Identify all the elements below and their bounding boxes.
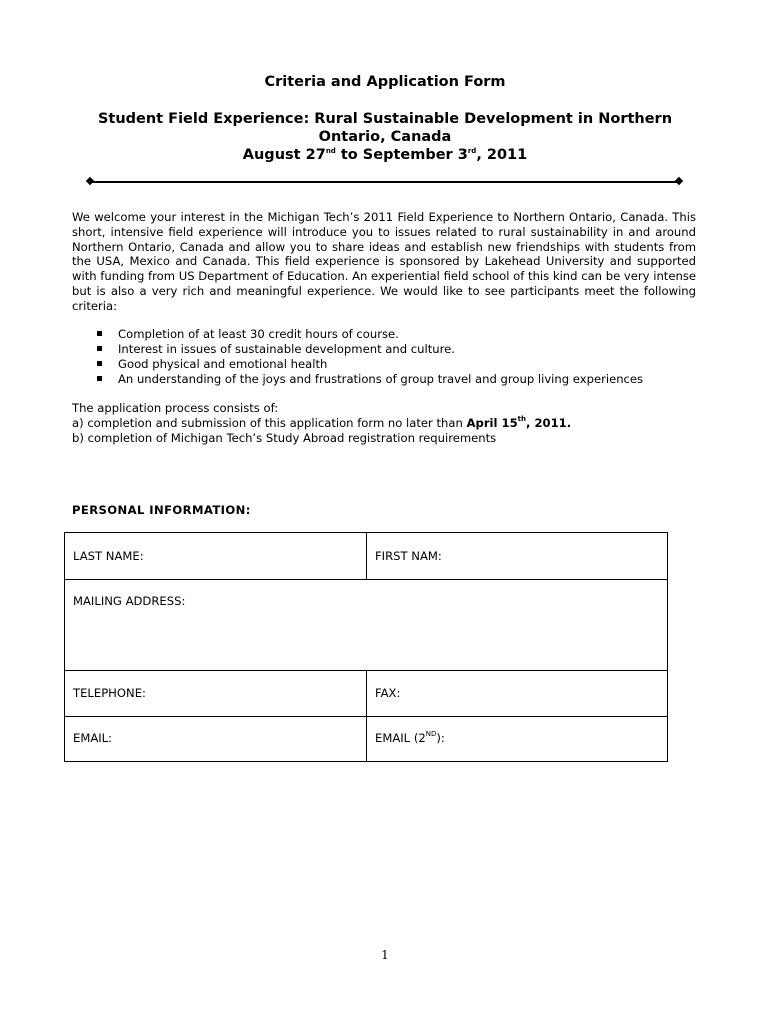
personal-info-heading: PERSONAL INFORMATION: — [72, 503, 251, 517]
table-row — [65, 580, 668, 671]
header-divider — [89, 181, 681, 183]
criteria-text: An understanding of the joys and frustrations of group travel and group living experiences — [118, 372, 644, 386]
dates-start: August 27 — [242, 147, 326, 163]
dates-end-suffix: rd — [467, 147, 477, 155]
email2-label-prefix: EMAIL (2 — [375, 731, 426, 745]
last-name-label: LAST NAME: — [73, 549, 144, 563]
list-item — [96, 342, 643, 357]
divider-right-diamond — [675, 177, 683, 185]
dates-start-suffix: nd — [325, 147, 336, 155]
process-step-b: b) completion of Michigan Tech’s Study Abroad registration requirements — [72, 431, 497, 445]
first-name-field[interactable] — [367, 533, 668, 580]
criteria-text: Completion of at least 30 credit hours of course. — [118, 327, 399, 341]
dates-end: to September 3 — [335, 147, 468, 163]
table-row — [65, 533, 668, 580]
bullet-icon — [97, 361, 102, 366]
email2-label-suffix: ND — [425, 730, 437, 738]
program-title-line1: Student Field Experience: Rural Sustainable Development in Northern — [97, 111, 673, 127]
criteria-list — [96, 327, 643, 387]
criteria-text: Good physical and emotional health — [118, 357, 328, 371]
list-item — [96, 327, 643, 342]
deadline — [467, 416, 572, 430]
bullet-icon — [97, 376, 102, 381]
deadline-year: , 2011. — [526, 416, 572, 430]
dates-year: , 2011 — [476, 147, 528, 163]
table-row — [65, 671, 668, 717]
fax-field[interactable] — [367, 671, 668, 717]
application-process — [72, 401, 571, 446]
bullet-icon — [97, 346, 102, 351]
form-title: Criteria and Application Form — [264, 74, 506, 90]
mailing-address-label: MAILING ADDRESS: — [73, 594, 186, 608]
email2-field[interactable] — [367, 717, 668, 762]
list-item — [96, 372, 643, 387]
email-field[interactable] — [65, 717, 367, 762]
personal-info-table — [64, 532, 668, 762]
telephone-field[interactable] — [65, 671, 367, 717]
mailing-address-field[interactable] — [65, 580, 668, 671]
list-item — [96, 357, 643, 372]
program-title-line2: Ontario, Canada — [318, 129, 452, 145]
telephone-label: TELEPHONE: — [73, 686, 146, 700]
email2-label-end: ): — [436, 731, 445, 745]
page-number: 1 — [381, 948, 389, 962]
deadline-date: April 15 — [466, 416, 518, 430]
intro-paragraph: We welcome your interest in the Michigan Tech’s 2011 Field Experience to Northern Ontario, Canada. This short, intensive field experience will introduce you to issues related to rural sustainability in and around Northern Ontario, Canada and allow you to share ideas and establish new friendships with students from the USA, Mexico and Canada. This field experience is sponsored by Lakehead University and supported with funding from US Department of Education. An experiential field school of this kind can be very intense but is also a very rich and meaningful experience. We would like to see participants meet the following criteria: — [72, 210, 696, 313]
first-name-label: FIRST NAM: — [375, 549, 442, 563]
process-step-a — [72, 416, 571, 431]
last-name-field[interactable] — [65, 533, 367, 580]
process-intro: The application process consists of: — [72, 401, 279, 415]
email2-label — [375, 731, 445, 745]
table-row — [65, 717, 668, 762]
fax-label: FAX: — [375, 686, 401, 700]
deadline-suffix: th — [517, 415, 526, 423]
email-label: EMAIL: — [73, 731, 113, 745]
program-title — [0, 110, 770, 164]
program-dates — [0, 146, 770, 164]
bullet-icon — [97, 331, 102, 336]
criteria-text: Interest in issues of sustainable development and culture. — [118, 342, 455, 356]
process-step-a-text: a) completion and submission of this application form no later than — [72, 416, 467, 430]
